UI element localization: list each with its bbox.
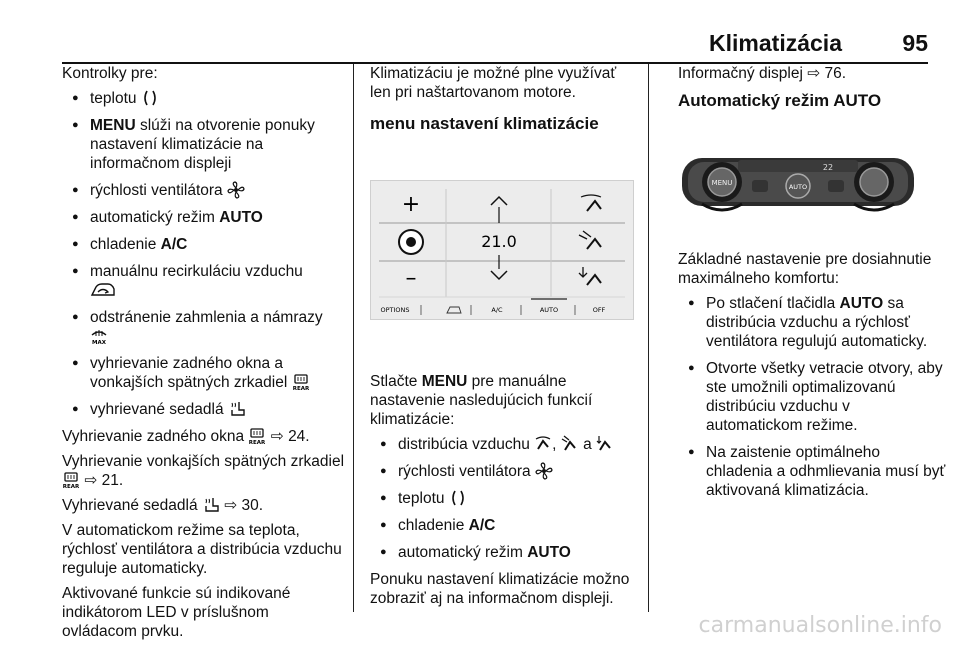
page-reference-arrow-icon: ⇨ xyxy=(84,472,98,489)
right-knob[interactable] xyxy=(854,162,894,202)
svg-text:REAR: REAR xyxy=(249,440,266,445)
paragraph: Vyhrievanie vonkajších spätných zrkadiel REAR ⇨ 21. xyxy=(62,453,345,489)
list-item: ● distribúcia vzduchu , a xyxy=(370,435,638,454)
page-number: 95 xyxy=(902,30,928,56)
page-reference-arrow-icon: ⇨ xyxy=(224,497,238,514)
list-item: ● vyhrievané sedadlá xyxy=(62,400,344,419)
auto-button[interactable] xyxy=(786,174,810,198)
column-divider xyxy=(353,64,354,612)
tab-off[interactable]: OFF xyxy=(592,306,606,314)
list-item: ● automatický režim AUTO xyxy=(370,543,638,562)
list-item: ● rýchlosti ventilátora xyxy=(62,181,344,200)
watermark: carmanualsonline.info xyxy=(698,613,942,638)
tab-options[interactable]: OPTIONS xyxy=(380,306,410,314)
function-list xyxy=(370,435,638,562)
air-face-icon xyxy=(561,435,579,453)
list-item: ● Na zaistenie optimálneho chladenia a odhmlievania musí byť aktivovaná klimatizácia. xyxy=(678,443,948,500)
list-item: ● teplotu xyxy=(62,89,344,108)
heated-seat-icon xyxy=(202,496,220,514)
column-divider xyxy=(648,64,649,612)
list-item: ● odstránenie zahmlenia a námrazy MAX xyxy=(62,308,344,346)
list-item: ● automatický režim AUTO xyxy=(62,208,344,227)
svg-text:REAR: REAR xyxy=(292,386,309,391)
page-header xyxy=(62,24,928,64)
intro-text: Kontrolky pre: xyxy=(62,65,158,82)
auto-mode-list xyxy=(678,294,948,500)
temperature-icon xyxy=(449,489,467,507)
climate-control-panel xyxy=(678,152,918,216)
panel-auto-label: AUTO xyxy=(788,183,808,191)
indicator-list xyxy=(62,89,344,419)
left-knob[interactable] xyxy=(702,162,742,202)
paragraph: Základné nastavenie pre dosiahnutie maximálneho komfortu: xyxy=(678,251,932,287)
list-item: ● MENU slúži na otvorenie ponuky nastavení klimatizácie na informačnom displeji xyxy=(62,116,344,173)
temperature-icon xyxy=(141,89,159,107)
page-reference[interactable]: 76. xyxy=(824,65,847,82)
panel-button[interactable] xyxy=(752,180,768,192)
section-heading: menu nastavení klimatizácie xyxy=(370,114,599,133)
list-item: ● teplotu xyxy=(370,489,638,508)
tab-auto[interactable]: AUTO xyxy=(539,306,559,314)
page-reference-arrow-icon: ⇨ xyxy=(270,428,284,445)
fan-icon xyxy=(535,462,553,480)
climate-menu-screen xyxy=(371,181,633,319)
page-title: Klimatizácia xyxy=(709,30,842,56)
page-reference[interactable]: 24. xyxy=(288,428,310,445)
list-item: ● chladenie A/C xyxy=(370,516,638,535)
column-3-lower xyxy=(678,250,948,508)
paragraph: Vyhrievanie zadného okna REAR ⇨ 24. xyxy=(62,428,310,445)
plus-button[interactable]: + xyxy=(401,192,421,217)
list-item: ● manuálnu recirkuláciu vzduchu xyxy=(62,262,344,300)
rear-defrost-icon xyxy=(292,373,310,391)
list-item: ● chladenie A/C xyxy=(62,235,344,254)
paragraph: Stlačte MENU pre manuálne nastavenie nasledujúcich funkcií klimatizácie: xyxy=(370,373,593,428)
rear-defrost-icon xyxy=(248,427,266,445)
page-reference[interactable]: 30. xyxy=(241,497,264,514)
paragraph: Aktivované funkcie sú indikované indikátorom LED v príslušnom ovládacom prvku. xyxy=(62,585,291,640)
paragraph: Klimatizáciu je možné plne využívať len pri naštartovanom motore. xyxy=(370,65,617,101)
paragraph: Informačný displej ⇨ 76. xyxy=(678,65,847,82)
page-reference[interactable]: 21. xyxy=(101,472,124,489)
fan-icon xyxy=(227,181,245,199)
temperature-value: 21.0 xyxy=(481,232,517,251)
page-reference-arrow-icon: ⇨ xyxy=(807,65,821,82)
climate-menu-screen-image xyxy=(370,180,634,320)
paragraph: V automatickom režime sa teplota, rýchlosť ventilátora a distribúcia vzduchu reguluje automaticky. xyxy=(62,522,342,577)
recirculation-icon xyxy=(90,281,116,299)
list-item: ● vyhrievanie zadného okna a vonkajších spätných zrkadiel REAR xyxy=(62,354,344,392)
column-2 xyxy=(370,64,638,133)
fan-button-icon[interactable] xyxy=(399,230,423,254)
svg-text:MAX: MAX xyxy=(92,340,106,345)
column-1 xyxy=(62,64,344,647)
list-item: ● rýchlosti ventilátora xyxy=(370,462,638,481)
air-feet-icon xyxy=(596,435,614,453)
panel-temp-display: 22 xyxy=(822,163,834,172)
minus-button[interactable]: – xyxy=(405,266,417,291)
defrost-max-icon xyxy=(90,327,108,345)
panel-button[interactable] xyxy=(828,180,844,192)
air-windshield-icon xyxy=(534,435,552,453)
column-2-lower xyxy=(370,372,638,614)
panel-menu-label: MENU xyxy=(711,179,733,187)
list-item: ● Po stlačení tlačidla AUTO sa distribúcia vzduchu a rýchlosť ventilátora regulujú automaticky. xyxy=(678,294,948,351)
column-3 xyxy=(678,64,948,110)
paragraph: Ponuku nastavení klimatizácie možno zobraziť aj na informačnom displeji. xyxy=(370,571,630,607)
climate-control-panel-image xyxy=(678,152,918,216)
paragraph: Vyhrievané sedadlá ⇨ 30. xyxy=(62,497,264,514)
heated-seat-icon xyxy=(228,400,246,418)
list-item: ● Otvorte všetky vetracie otvory, aby ste umožnili optimalizovanú distribúciu vzduchu v automatickom režime. xyxy=(678,359,948,435)
rear-defrost-icon xyxy=(62,471,80,489)
tab-ac[interactable]: A/C xyxy=(491,306,503,314)
svg-text:REAR: REAR xyxy=(62,484,80,489)
section-heading: Automatický režim AUTO xyxy=(678,91,882,110)
